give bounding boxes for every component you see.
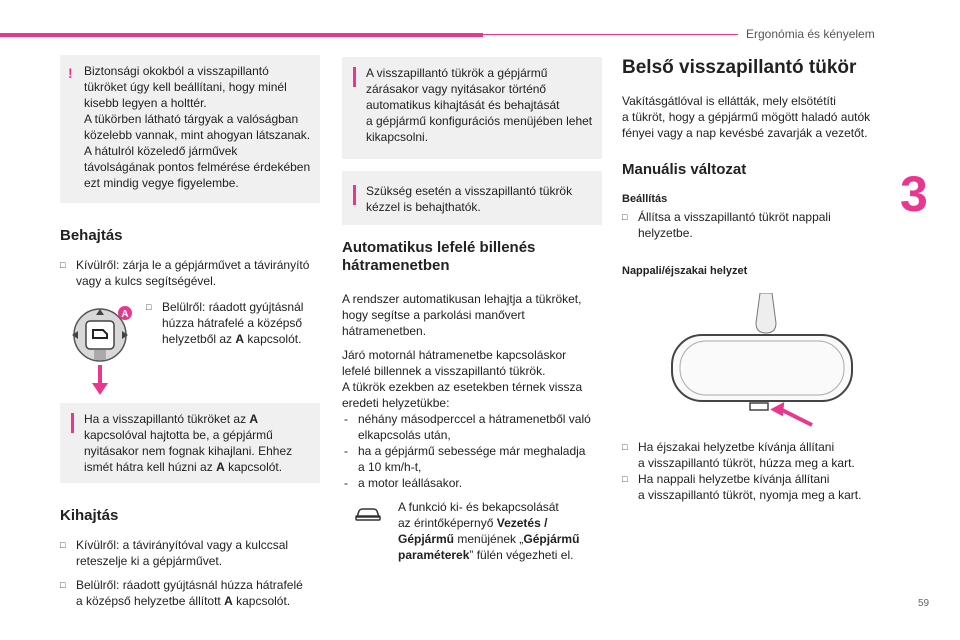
bullet-line: helyzetbe. (638, 226, 693, 240)
bullet-line: □ Ha nappali helyzetbe kívánja állítani (638, 472, 830, 486)
info-line: kapcsolóval hajtotta be, a gépjármű (84, 428, 273, 442)
text-line: elkapcsolás után, (358, 428, 451, 442)
text-line: A funkció ki- és bekapcsolását (398, 500, 559, 514)
section-title: Ergonómia és kényelem (746, 27, 875, 41)
heading-interior-mirror: Belső visszapillantó tükör (622, 57, 857, 78)
info-line (84, 411, 312, 427)
bullet-night (622, 439, 898, 471)
bullet-line: □ Állítsa a visszapillantó tükröt nappali (638, 210, 831, 224)
text-line: eredeti helyzetükbe: (342, 396, 450, 410)
bullet-line: reteszelje ki a gépjárművet. (76, 554, 223, 568)
info-line: zárásakor vagy nyitásakor történő (366, 82, 547, 96)
switch-letter: A (235, 332, 245, 346)
info-icon (353, 185, 356, 205)
car-icon (354, 505, 382, 523)
info-icon (353, 67, 356, 87)
switch-letter: A (216, 460, 225, 474)
column-2 (342, 57, 602, 569)
switch-letter: A (224, 594, 233, 608)
menu-name: Gépjármű (523, 532, 580, 546)
text-line: a 10 km/h-t, (358, 460, 422, 474)
bullet-line: a visszapillantó tükröt, nyomja meg a kart. (638, 488, 862, 502)
menu-name: Gépjármű (398, 532, 455, 546)
text-span: az érintőképernyő (398, 516, 497, 530)
warning-line: közelebb vannak, mint ahogyan látszanak. (84, 128, 311, 142)
heading-auto-tilt (342, 239, 602, 275)
header-accent-bar (0, 33, 483, 37)
text-line: Járó motornál hátramenetbe kapcsoláskor (342, 348, 567, 362)
text-line (398, 515, 608, 531)
heading-line: hátramenetben (342, 257, 450, 274)
heading-day-night: Nappali/éjszakai helyzet (622, 265, 748, 277)
info-line: kézzel is behajthatók. (366, 200, 481, 214)
bullet-line: a visszapillantó tükröt, húzza meg a kart. (638, 456, 855, 470)
switch-letter: A (249, 412, 259, 426)
car-note-block (342, 499, 602, 569)
fold-switch-block (60, 299, 320, 391)
paragraph (342, 347, 602, 411)
info-box (60, 403, 320, 483)
bullet-line (162, 331, 342, 347)
bullet-line: □ Kívülről: zárja le a gépjárművet a távirányító (76, 258, 310, 272)
bullet-line: □ Ha éjszakai helyzetbe kívánja állítani (638, 440, 835, 454)
info-line: automatikus kihajtását és behajtását (366, 98, 560, 112)
dash-item (342, 443, 602, 475)
info-icon (71, 413, 74, 433)
heading-manual: Manuális változat (622, 161, 747, 178)
warning-line: kisebb legyen a holttér. (84, 96, 207, 110)
text-span: helyzetből az (162, 332, 236, 346)
text-span: ” fülén végezheti el. (469, 548, 574, 562)
warning-box (60, 55, 320, 203)
column-3 (622, 55, 898, 503)
text-span: kapcsolót. (244, 332, 302, 346)
bullet-inside-unfold (60, 577, 320, 609)
heading-line: Automatikus lefelé billenés (342, 239, 536, 256)
info-box (342, 171, 602, 225)
heading-setting: Beállítás (622, 193, 668, 205)
bullet-line: vagy a kulcs segítségével. (76, 274, 217, 288)
text-span: ismét hátra kell húzni az (84, 460, 217, 474)
text-line: a tükröt, hogy a gépjármű mögött haladó autók (622, 110, 871, 124)
text-line: - ha a gépjármű sebessége már meghaladja (358, 444, 586, 458)
column-1 (60, 55, 320, 609)
dash-item (342, 475, 602, 491)
bullet-line: □ Kívülről: a távirányítóval vagy a kulccsal (76, 538, 289, 552)
text-line: A rendszer automatikusan lehajtja a tükröket, (342, 292, 582, 306)
text-line: hátramenetben. (342, 324, 427, 338)
text-span: kapcsolót. (224, 460, 283, 474)
warning-line: Biztonsági okokból a visszapillantó (84, 64, 269, 78)
bullet-inside-fold (146, 299, 342, 347)
header-rule (483, 34, 738, 35)
heading-kihajtas: Kihajtás (60, 507, 119, 524)
heading-behajtas: Behajtás (60, 227, 123, 244)
menu-name: Vezetés / (496, 516, 548, 530)
text-line: - néhány másodperccel a hátramenetből való (358, 412, 591, 426)
text-line: lefelé billennek a visszapillantó tükrök. (342, 364, 546, 378)
info-line: A visszapillantó tükrök a gépjármű (366, 66, 548, 80)
bullet-line: húzza hátrafelé a középső (162, 316, 303, 330)
paragraph (342, 291, 602, 339)
interior-mirror-illustration (662, 293, 862, 431)
text-span: menüjének „ (454, 532, 524, 546)
text-line: fényei vagy a nap kevésbé zavarják a vezetőt. (622, 126, 868, 140)
bullet-setting (622, 209, 898, 241)
warning-icon: ! (68, 65, 73, 81)
bullet-outside-unfold (60, 537, 320, 569)
info-box (342, 57, 602, 159)
text-span: a középső helyzetbe állított (76, 594, 225, 608)
mirror-switch-icon (66, 305, 136, 397)
info-line: nyitásakor nem fognak kihajlani. Ehhez (84, 444, 293, 458)
switch-letter-label: A (121, 309, 129, 320)
warning-line: A hátulról közeledő járművek (84, 144, 238, 158)
text-span: Ha a visszapillantó tükröket az (84, 412, 250, 426)
text-span: kapcsolót. (232, 594, 291, 608)
car-note-text (398, 499, 608, 563)
bullet-day (622, 471, 898, 503)
info-line: kikapcsolni. (366, 130, 429, 144)
info-line: Szükség esetén a visszapillantó tükrök (366, 184, 573, 198)
text-line (398, 531, 608, 547)
dash-item (342, 411, 602, 443)
text-line (398, 547, 608, 563)
bullet-line: □ Belülről: ráadott gyújtásnál (162, 300, 304, 314)
bullet-line (76, 593, 320, 609)
warning-line: távolságának pontos felmérése érdekében (84, 160, 311, 174)
text-line: A tükrök ezekben az esetekben térnek vissza (342, 380, 583, 394)
paragraph (622, 93, 898, 141)
info-line (84, 459, 312, 475)
text-line: Vakításgátlóval is ellátták, mely elsötétíti (622, 94, 836, 108)
text-line: - a motor leállásakor. (358, 476, 463, 490)
warning-line: tükröket úgy kell beállítani, hogy minél (84, 80, 287, 94)
text-line: hogy segítse a parkolási manővert (342, 308, 525, 322)
warning-line: ezt mindig vegye figyelembe. (84, 176, 239, 190)
page-number: 59 (918, 598, 930, 609)
bullet-line: □ Belülről: ráadott gyújtásnál húzza hátrafelé (76, 578, 303, 592)
bullet-outside-fold (60, 257, 320, 289)
chapter-number: 3 (900, 166, 928, 222)
warning-line: A tükörben látható tárgyak a valóságban (84, 112, 299, 126)
menu-name: paraméterek (398, 548, 470, 562)
info-line: a gépjármű konfigurációs menüjében lehet (366, 114, 593, 128)
